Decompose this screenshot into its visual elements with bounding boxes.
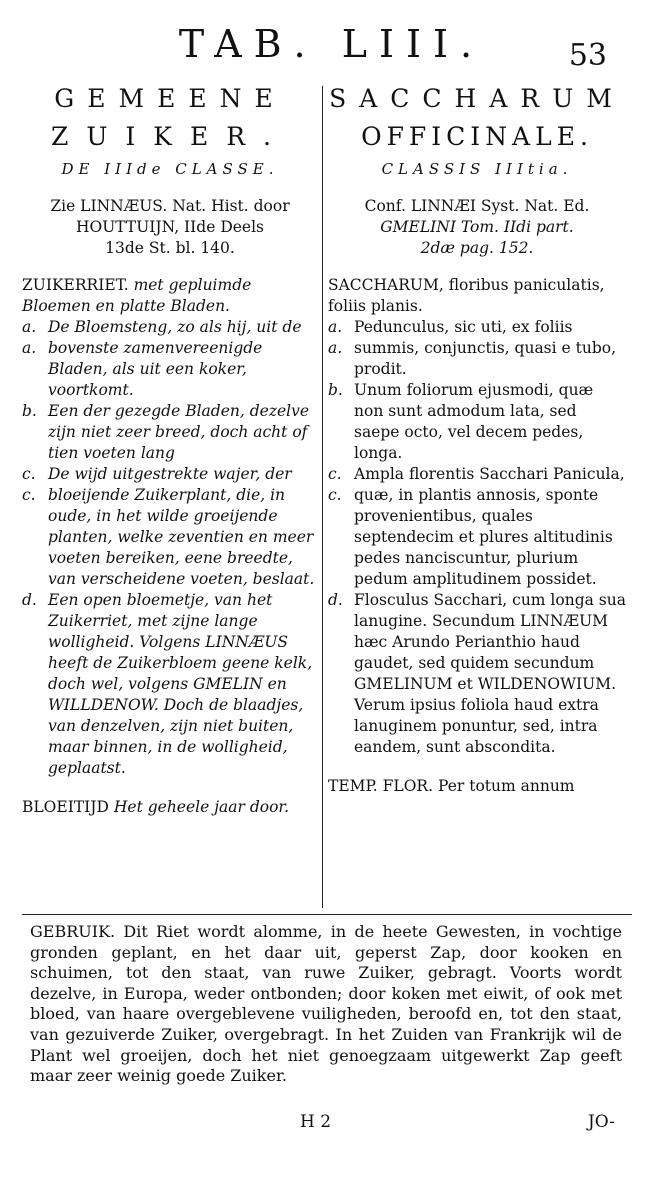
dutch-ref-line-1: Zie LINNÆUS. Nat. Hist. door [50, 197, 290, 215]
item-text: Een open bloemetje, van het Zuikerriet, met zijne lange wolligheid. Volgens LINNÆUS heeft de Zuikerbloem geene kelk, doch wel, volgens GMELIN en WILLDENOW. Doch de blaadjes, van denzelven, zijn niet buiten, maar binnen, in de wolligheid, geplaatst. [48, 591, 313, 777]
dutch-entry-lead: ZUIKERRIET. [22, 276, 129, 294]
latin-ref-line-1: Conf. LINNÆI Syst. Nat. Ed. [364, 197, 590, 215]
dutch-column [22, 86, 318, 818]
dutch-item-c [22, 464, 318, 590]
plate-title: TAB. LIII. [178, 22, 485, 66]
flowering-text: Per totum annum [437, 777, 575, 795]
latin-class-line: CLASSIS IIItia. [381, 160, 573, 178]
latin-column [328, 86, 626, 797]
latin-heading-1: SACCHARUM [329, 84, 625, 113]
latin-item-b [328, 380, 626, 464]
dutch-heading-1: GEMEENE [54, 84, 286, 113]
latin-entry [328, 275, 626, 317]
item-key: a. a. [22, 318, 37, 357]
section-rule [22, 914, 632, 915]
dutch-ref-line-3: 13de St. bl. 140. [105, 239, 235, 257]
item-text: Een der gezegde Bladen, dezelve zijn niet zeer breed, doch acht of tien voeten lang [48, 402, 310, 462]
item-text: De wijd uitgestrekte wajer, der bloeijende Zuikerplant, die, in oude, in het wilde groeijende planten, welke zeventien en meer voeten bereiken, eene breedte, van verscheidene voeten, beslaat. [48, 465, 315, 588]
latin-item-d [328, 590, 626, 758]
dutch-heading-2: ZUIKER. [50, 122, 289, 151]
column-divider [322, 86, 323, 908]
dutch-reference [22, 196, 318, 259]
dutch-entry [22, 275, 318, 317]
latin-item-a [328, 317, 626, 380]
latin-heading-2: OFFICINALE. [361, 122, 593, 151]
flowering-label: BLOEITIJD [22, 798, 109, 816]
item-key: d. [328, 591, 343, 609]
flowering-label: TEMP. FLOR. [328, 777, 434, 795]
latin-ref-line-3: 2dæ pag. 152. [420, 239, 534, 257]
dutch-item-b [22, 401, 318, 464]
dutch-ref-line-2: HOUTTUIJN, IIde Deels [75, 218, 265, 236]
page-number: 53 [568, 38, 607, 73]
latin-entry-text: floribus paniculatis, foliis planis. [328, 276, 605, 315]
item-text: Pedunculus, sic uti, ex foliis summis, conjunctis, quasi e tubo, prodit. [354, 318, 617, 378]
usage-label: GEBRUIK. [30, 922, 116, 941]
item-text: Unum foliorum ejusmodi, quæ non sunt admodum lata, sed saepe octo, vel decem pedes, longa. [354, 381, 594, 462]
flowering-text: Het geheele jaar door. [113, 798, 290, 816]
item-key: c. c. [328, 465, 342, 504]
item-key: b. [328, 381, 343, 399]
item-key: c. c. [22, 465, 36, 504]
usage-paragraph [30, 922, 622, 1087]
dutch-class-line: DE IIIde CLASSE. [61, 160, 279, 178]
dutch-item-a [22, 317, 318, 401]
signature-mark: H 2 [300, 1112, 332, 1132]
dutch-item-d [22, 590, 318, 779]
item-key: b. [22, 402, 37, 420]
latin-ref-line-2: GMELINI Tom. IIdi part. [380, 218, 574, 236]
catchword: JO- [587, 1112, 615, 1132]
latin-reference [328, 196, 626, 259]
latin-item-c [328, 464, 626, 590]
latin-flowering-time [328, 776, 626, 797]
item-key: d. [22, 591, 37, 609]
dutch-flowering-time [22, 797, 318, 818]
item-key: a. a. [328, 318, 343, 357]
usage-text: Dit Riet wordt alomme, in de heete Gewesten, in vochtige gronden geplant, en het daar uit, geperst Zap, door kooken en schuimen, tot den staat, van ruwe Zuiker, gebragt. Voorts wordt dezelve, in Europa, weder ontbonden; door koken met eiwit, of ook met bloed, van haare overgeblevene vuiligheden, beroofd en, tot den staat, van gezuiverde Zuiker, overgebragt. In het Zuiden van Frankrijk wil de Plant wel groeijen, doch het niet genoegzaam uitgewerkt Zap geeft maar zeer weinig goede Zuiker. [30, 922, 622, 1086]
item-text: Ampla florentis Sacchari Panicula, quæ, in plantis annosis, sponte provenientibus, quales septendecim et plures altitudinis pedes nanciscuntur, plurium pedum amplitudinem possidet. [354, 465, 625, 588]
latin-entry-lead: SACCHARUM, [328, 276, 444, 294]
item-text: Flosculus Sacchari, cum longa sua lanugine. Secundum LINNÆUM hæc Arundo Perianthio haud gaudet, sed quidem secundum GMELINUM et WILDENOWIUM. Verum ipsius foliola haud extra lanuginem ponuntur, sed, intra eandem, sunt abscondita. [354, 591, 626, 756]
item-text: De Bloemsteng, zo als hij, uit de bovenste zamenvereenigde Bladen, als uit een koker, voortkomt. [48, 318, 302, 399]
dutch-entry-text: met gepluimde Bloemen en platte Bladen. [22, 276, 252, 315]
